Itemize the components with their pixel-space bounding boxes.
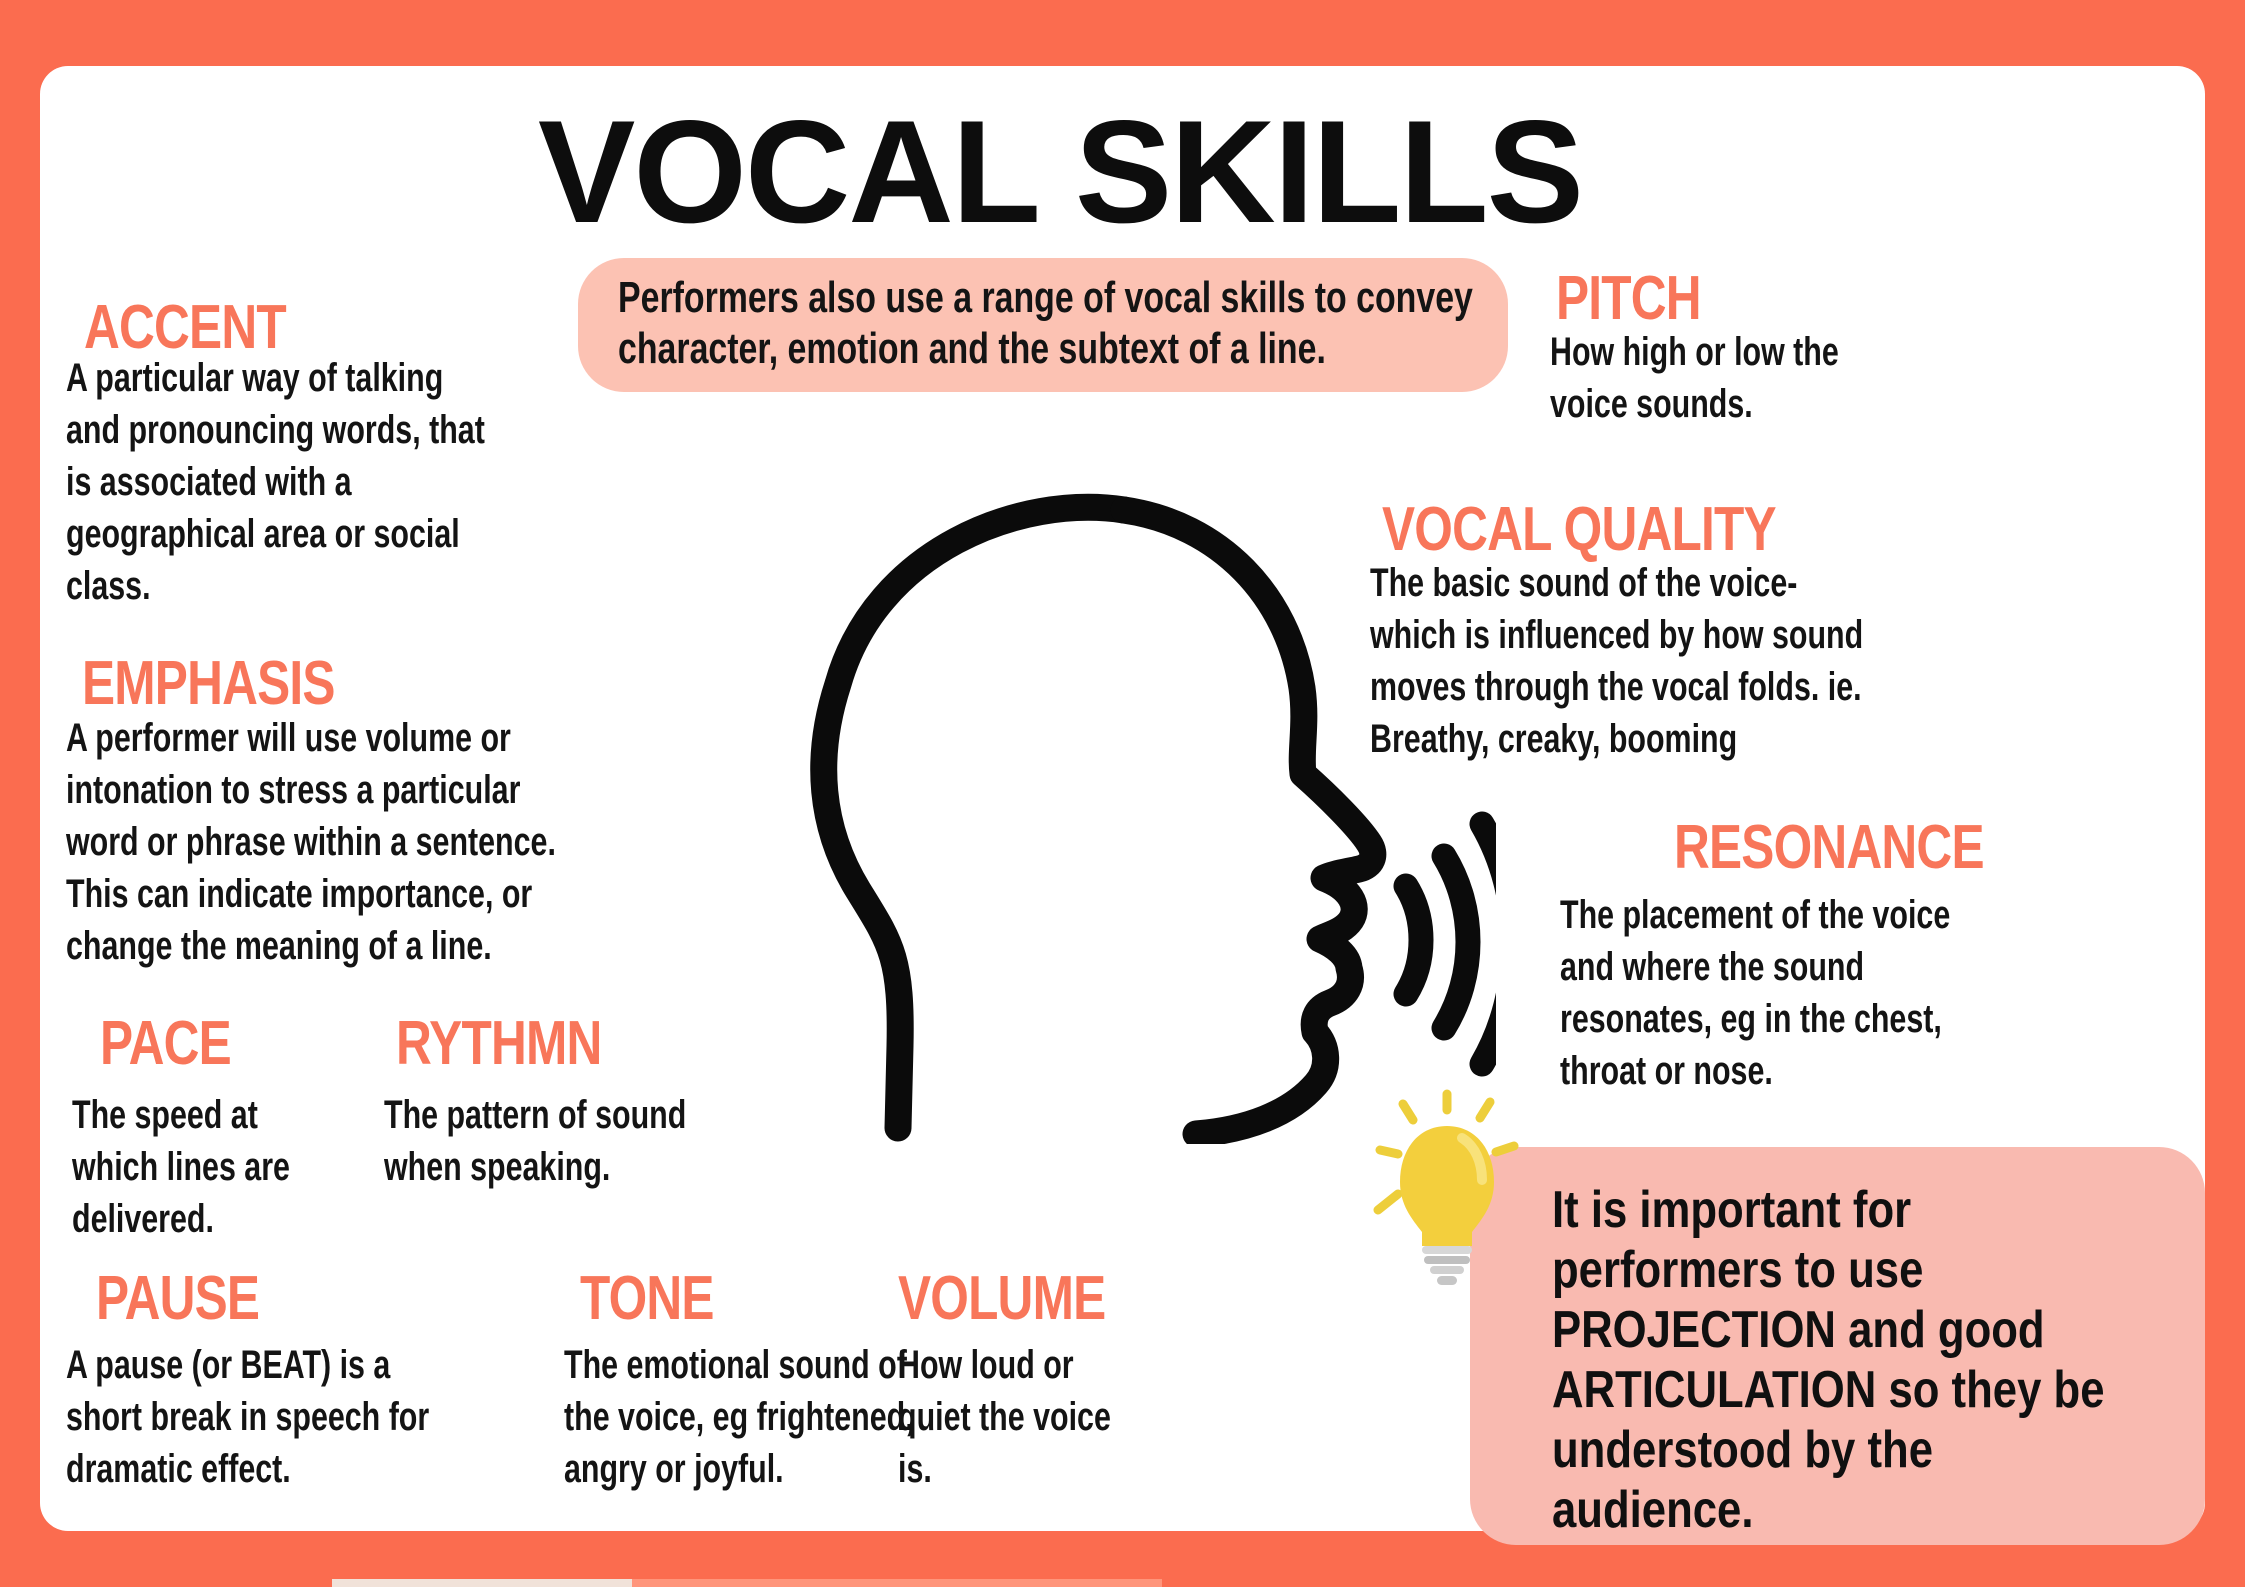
lightbulb-icon <box>1372 1088 1522 1308</box>
pitch-heading: PITCH <box>1556 264 1701 333</box>
tone-body: The emotional sound of the voice, eg frightened, angry or joyful. <box>564 1343 914 1491</box>
resonance-body: The placement of the voice and where the sound resonates, eg in the chest, throat or nose. <box>1560 893 1951 1093</box>
emphasis-body: A performer will use volume or intonation to stress a particular word or phrase within a sentence. This can indicate importance, or change the meaning of a line. <box>66 716 556 968</box>
accent-body: A particular way of talking and pronouncing words, that is associated with a geographical area or social class. <box>66 356 485 608</box>
pause-heading: PAUSE <box>96 1264 260 1333</box>
accent-heading: ACCENT <box>84 293 286 362</box>
pause-body: A pause (or BEAT) is a short break in speech for dramatic effect. <box>66 1343 430 1491</box>
page-title: VOCAL SKILLS <box>537 90 1583 253</box>
important-note-text: It is important for performers to use PROJECTION and good ARTICULATION so they be understood by the audience. <box>1552 1181 2105 1539</box>
emphasis-heading: EMPHASIS <box>82 649 335 718</box>
pace-heading: PACE <box>100 1009 231 1078</box>
volume-heading: VOLUME <box>898 1264 1106 1333</box>
tone-heading: TONE <box>580 1264 714 1333</box>
sound-waves-icon <box>1406 824 1496 1064</box>
rythmn-body: The pattern of sound when speaking. <box>384 1093 687 1189</box>
volume-body: How loud or quiet the voice is. <box>898 1343 1111 1491</box>
resonance-heading: RESONANCE <box>1674 813 1984 882</box>
speaking-head-icon <box>772 484 1496 1144</box>
pace-body: The speed at which lines are delivered. <box>72 1093 290 1241</box>
pitch-body: How high or low the voice sounds. <box>1550 330 1839 426</box>
bottom-edge-artifact-right <box>632 1579 1162 1587</box>
vocal-quality-body: The basic sound of the voice- which is influenced by how sound moves through the vocal folds. ie. Breathy, creaky, booming <box>1370 561 1864 761</box>
intro-text: Performers also use a range of vocal skills to convey character, emotion and the subtext of a line. <box>618 273 1473 373</box>
vocal-quality-heading: VOCAL QUALITY <box>1382 495 1776 564</box>
rythmn-heading: RYTHMN <box>396 1009 602 1078</box>
bottom-edge-artifact-left <box>332 1579 632 1587</box>
